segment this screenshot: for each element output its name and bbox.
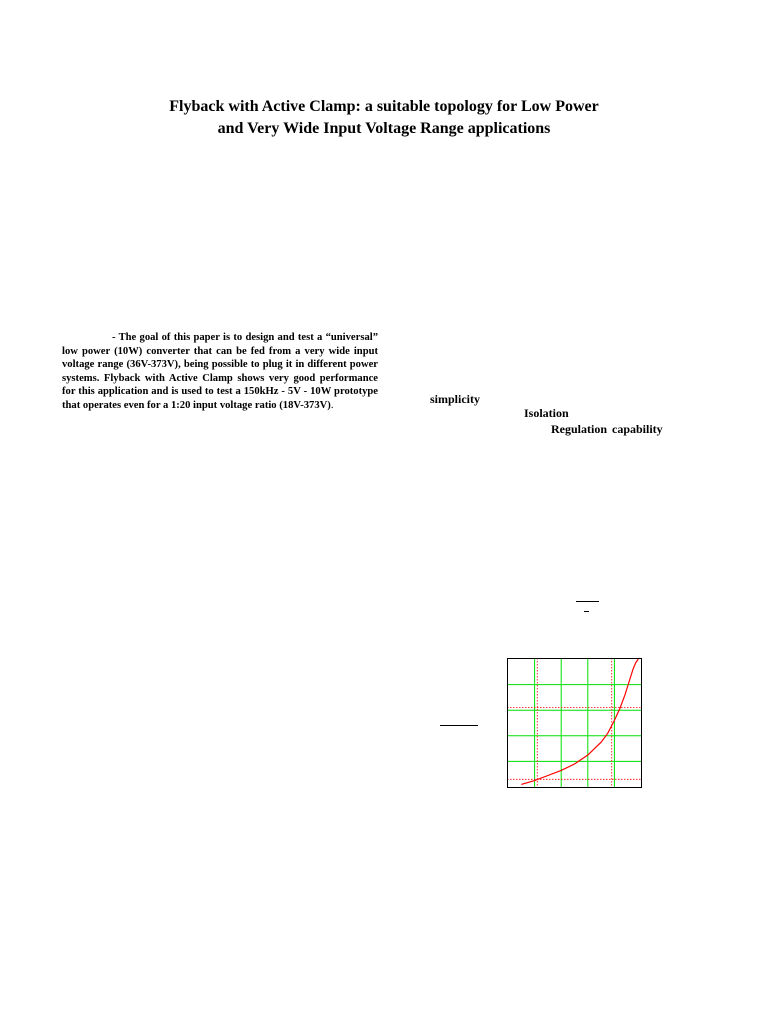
abstract-period: . [330,399,334,411]
equation-minus-sign [584,611,589,612]
equation-fraction-bar-left [440,725,478,726]
title-line-1: Flyback with Active Clamp: a suitable topology for Low Power [169,98,599,115]
abstract-text: - The goal of this paper is to design and test a “universal” low power (10W) converter that can be fed from a very wide input voltage range (36V-373V), being possible to plug it in different power systems. Flyback with Active Clamp shows very good performance for this application and is used to test a 150kHz - 5V - 10W prototype that operates even for a 1:20 input voltage ratio (18V-373V) [62,332,378,411]
plot-frame [508,659,642,788]
paper-title [0,96,768,140]
plot-figure [507,658,642,788]
plot-grid [507,658,642,788]
abstract [62,331,378,413]
plot-marker-lines [507,658,642,788]
keyword-isolation: Isolation [524,406,569,420]
title-line-2: and Very Wide Input Voltage Range applications [217,120,551,137]
plot-curve [521,659,638,784]
keyword-simplicity: simplicity [430,392,480,406]
equation-fraction-bar [576,601,599,602]
keyword-regulation: Regulation capability [551,422,663,436]
